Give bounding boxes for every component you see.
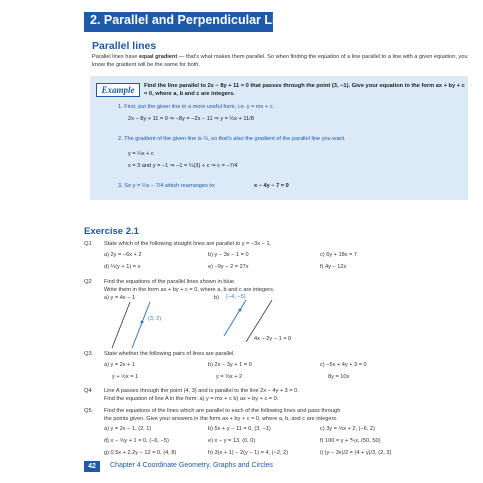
q2-a-point: [141, 321, 144, 324]
q2-b-label: b): [214, 295, 219, 301]
q2-a-diagram: [104, 302, 194, 348]
q4-number: Q4: [84, 388, 92, 394]
q3-item-c-2: 8y = 10x: [328, 374, 350, 380]
q3-item-a-2: y + ½x = 1: [112, 374, 139, 380]
q5-item-h: h) 3(x + 1) − 2(y − 1) = 4, (−2, 2): [208, 450, 289, 456]
example-step-2-equation-2: x = 3 and y = −1 ⇒ −1 = ¼(3) + c ⇒ c = −7/4: [128, 163, 238, 169]
q5-text-2: the points given. Give your answers in the form ax + by + c = 0, where a, b, and c are integers.: [104, 416, 338, 422]
q1-item-c: c) 6y + 18x = 7: [320, 252, 358, 258]
q5-text: Find the equations of the lines which are parallel to each of the following lines and pass through: [104, 408, 341, 414]
parallel-intro: [92, 53, 472, 69]
q5-item-c: c) 3y = ⅓x + 2, (−6, 2): [320, 426, 375, 432]
q5-number: Q5: [84, 408, 92, 414]
q2-text-2: Write them in the form ax + by + c = 0, where a, b and c are integers.: [104, 287, 275, 293]
q3-item-a-1: a) y = 2x + 1: [104, 362, 136, 368]
q1-item-d: d) ⅓(y + 1) = x: [104, 264, 141, 270]
q2-a-point-label: (3, 2): [148, 316, 162, 322]
exercise-heading: Exercise 2.1: [84, 226, 139, 237]
q2-b-point-label: (−4, −5): [226, 294, 246, 300]
example-step-3-answer: [254, 182, 289, 190]
q4-text-2: Find the equation of line A in the form: a) y = mx + c b) ax + by + c = 0.: [104, 396, 279, 402]
q1-item-f: f) 4y − 12x: [320, 264, 347, 270]
intro-bold: equal gradient: [138, 54, 178, 60]
intro-text-1: Parallel lines have: [92, 54, 139, 60]
example-label: Example: [96, 83, 140, 97]
q5-item-f: f) 100 = y + ⅗x, (50, 50): [320, 438, 381, 444]
example-step-3: 3. So y = ¼x − 7/4 which rearranges to:: [118, 183, 216, 189]
q2-b-point: [239, 309, 242, 312]
q2-text: Find the equations of the parallel lines shown in blue.: [104, 279, 236, 285]
q1-item-a: a) 2y = −6x + 2: [104, 252, 142, 258]
q3-number: Q3: [84, 351, 92, 357]
q3-item-b-2: y = ⅔x + 2: [216, 374, 243, 380]
q1-item-e: e) −9y − 2 = 27x: [208, 264, 249, 270]
example-question: Find the line parallel to 2x − 8y + 11 = 0 that passes through the point (3, −1). Give your equation in the form ax + by + c = 0, where a, b and c are integers.: [144, 83, 465, 97]
q5-item-b: b) 5x + y − 11 = 0, (3, −1): [208, 426, 271, 432]
intro-text-2: — that's what makes them parallel. So when finding the equation of a line parallel to a line with a given equation, you know the gradient will be the same for both.: [92, 54, 468, 68]
q2-a-label: a) y = 4x − 1: [104, 295, 136, 301]
example-answer-bold: x − 4y − 7 = 0: [254, 183, 289, 189]
q2-a-given-line: [112, 302, 130, 348]
page-number: 42: [84, 461, 100, 472]
q3-item-b-1: b) 2x − 3y + 1 = 0: [208, 362, 252, 368]
q1-text: State which of the following straight lines are parallel to y = −3x − 1.: [104, 241, 272, 247]
q4-text: Line A passes through the point (4, 3) and is parallel to the line 2x − 4y + 3 = 0.: [104, 388, 299, 394]
example-step-2: 2. The gradient of the given line is ¼, so that's also the gradient of the parallel line you want.: [118, 136, 346, 142]
example-step-1: 1. First, put the given line in a more useful form, i.e. y = mx + c.: [118, 104, 275, 110]
parallel-heading: Parallel lines: [92, 40, 157, 52]
q5-item-a: a) y = 2x − 1, (2, 1): [104, 426, 152, 432]
q2-a-parallel-line: [132, 302, 150, 348]
q1-number: Q1: [84, 241, 92, 247]
q5-item-e: e) x − y = 13, (0, 0): [208, 438, 256, 444]
q2-number: Q2: [84, 279, 92, 285]
example-step-1-equation: 2x − 8y + 11 = 0 ⇒ −8y = −2x − 11 ⇒ y = ¼x + 11/8: [128, 116, 254, 122]
section-title: 2. Parallel and Perpendicular Lines: [90, 13, 298, 27]
footer-chapter: Chapter 4 Coordinate Geometry, Graphs and Circles: [110, 462, 273, 469]
q2-b-line-label: 4x − 2y − 1 = 0: [254, 336, 292, 342]
q3-text: State whether the following pairs of lines are parallel.: [104, 351, 235, 357]
q2-b-parallel-line: [224, 300, 246, 336]
q5-item-d: d) x − ⅔y + 1 = 0, (−6, −5): [104, 438, 169, 444]
example-step-2-equation-1: y = ¼x + c: [128, 151, 154, 157]
q3-item-c-1: c) −5x + 4y + 3 = 0: [320, 362, 367, 368]
q1-item-b: b) y − 3x − 1 = 0: [208, 252, 249, 258]
q5-item-i: i) (y − 3x)/2 = (4 + y)/3, (2, 3): [320, 450, 392, 456]
q5-item-g: g) 0.5x + 2.2y − 12 = 0, (4, 8): [104, 450, 177, 456]
